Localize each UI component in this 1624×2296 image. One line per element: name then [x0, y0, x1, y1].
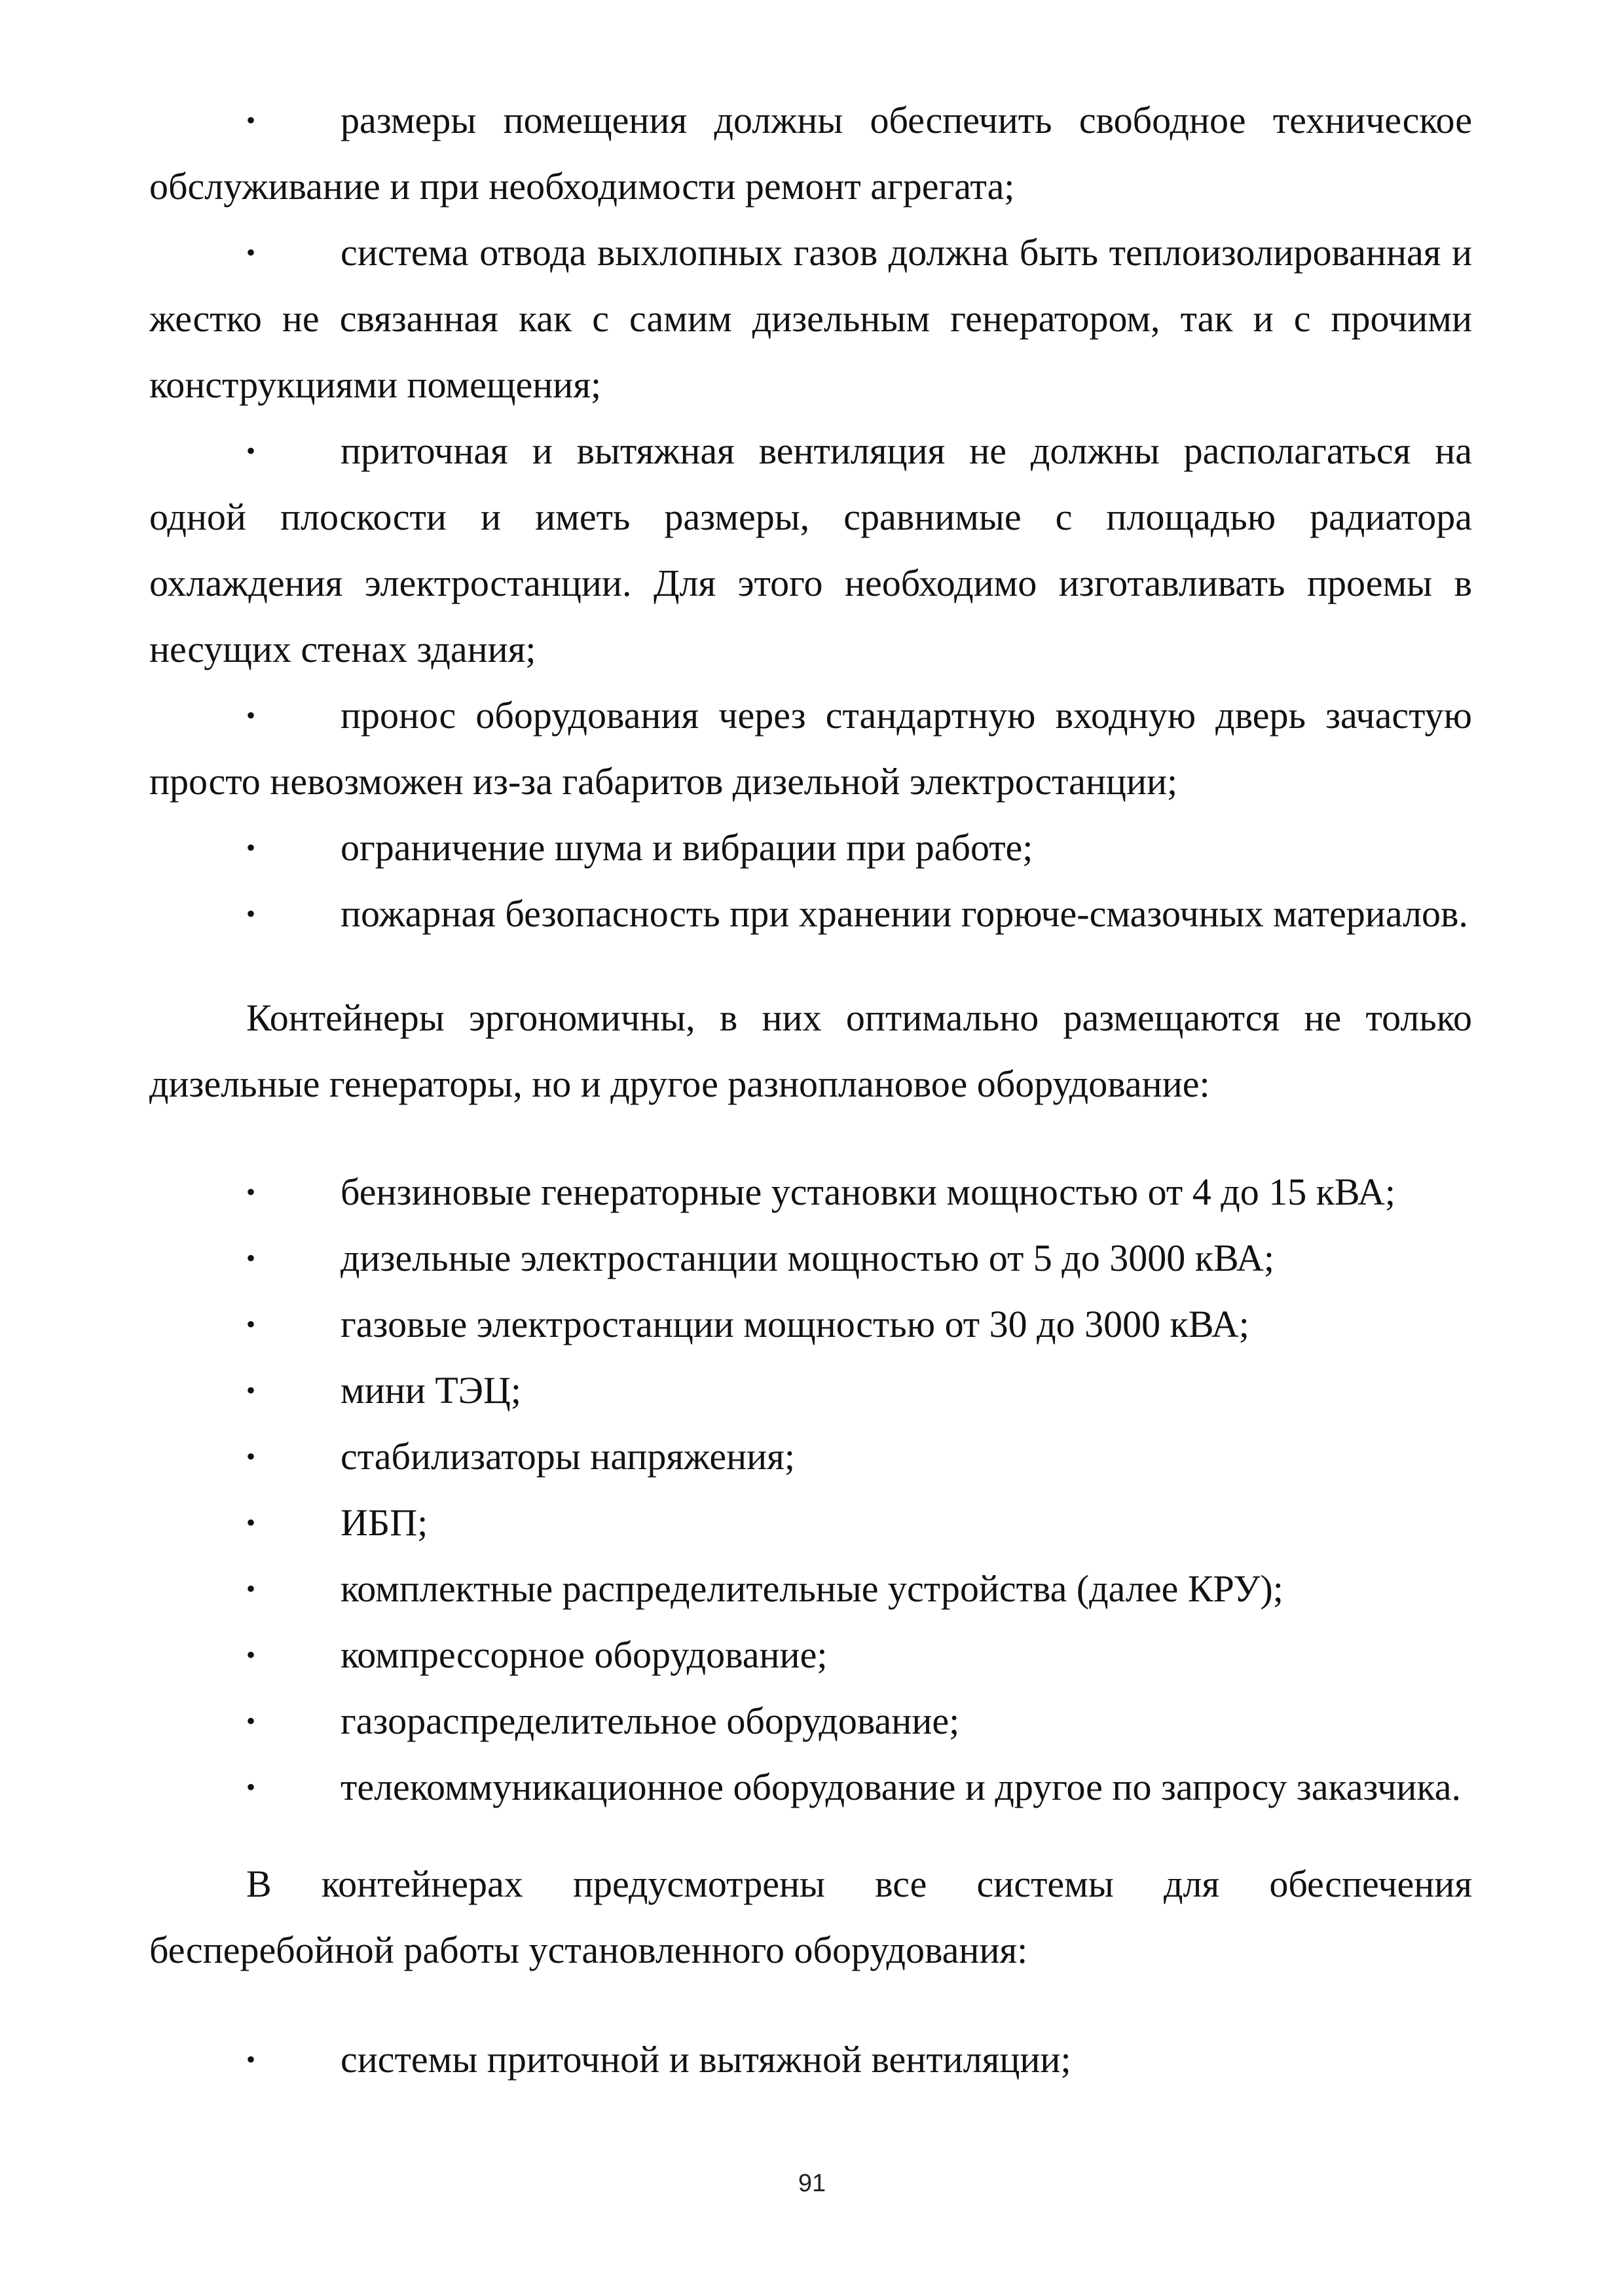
bullet-icon: •: [246, 1243, 256, 1273]
bullet-icon: •: [246, 701, 256, 730]
list-item-text: размеры помещения должны обеспечить свободное техническое обслуживание и при необходимости ремонт агрегата;: [149, 99, 1472, 208]
body-paragraph: Контейнеры эргономичны, в них оптимально размещаются не только дизельные генераторы, но и другое разноплановое оборудование:: [149, 996, 1472, 1105]
list-item: [149, 2026, 1472, 2092]
list-item-text: мини ТЭЦ;: [341, 1369, 522, 1412]
list-item: [149, 1291, 1472, 1357]
list-item-text: система отвода выхлопных газов должна быть теплоизолированная и жестко не связанная как с самим дизельным генератором, так и с прочими конструкциями помещения;: [149, 231, 1472, 406]
list-item: [149, 1159, 1472, 1225]
bullet-icon: •: [246, 1772, 256, 1802]
bullet-icon: •: [246, 2045, 256, 2074]
list-item: [149, 1357, 1472, 1423]
list-item: [149, 881, 1472, 947]
bullet-icon: •: [246, 238, 256, 267]
list-item: [149, 1754, 1472, 1820]
bullet-icon: •: [246, 1574, 256, 1603]
list-item-text: телекоммуникационное оборудование и другое по запросу заказчика.: [341, 1766, 1461, 1808]
bullet-icon: •: [246, 1376, 256, 1405]
bullet-icon: •: [246, 1442, 256, 1471]
bullet-icon: •: [246, 1309, 256, 1339]
list-item: [149, 1556, 1472, 1622]
paragraph-2-block: [149, 1851, 1472, 1983]
list-item-text: стабилизаторы напряжения;: [341, 1435, 795, 1478]
bullet-icon: •: [246, 1640, 256, 1669]
list-item-text: газовые электростанции мощностью от 30 до 3000 кВА;: [341, 1303, 1249, 1345]
list-item-text: системы приточной и вытяжной вентиляции;: [341, 2038, 1071, 2081]
list-item: [149, 1622, 1472, 1688]
body-paragraph: В контейнерах предусмотрены все системы для обеспечения бесперебойной работы установленного оборудования:: [149, 1863, 1472, 1971]
list-3-block: [149, 2026, 1472, 2092]
bullet-icon: •: [246, 436, 256, 465]
list-item: [149, 219, 1472, 418]
list-item-text: бензиновые генераторные установки мощностью от 4 до 15 кВА;: [341, 1171, 1395, 1213]
bullet-icon: •: [246, 1177, 256, 1207]
list-item: [149, 814, 1472, 881]
bullet-icon: •: [246, 1508, 256, 1537]
list-item-text: пожарная безопасность при хранении горюче-смазочных материалов.: [341, 892, 1468, 935]
list-item-text: пронос оборудования через стандартную входную дверь зачастую просто невозможен из-за габаритов дизельной электростанции;: [149, 694, 1472, 803]
list-item: [149, 1423, 1472, 1489]
list-1-block: [149, 87, 1472, 947]
bullet-icon: •: [246, 899, 256, 928]
page-number: 91: [798, 2170, 826, 2197]
list-item-text: компрессорное оборудование;: [341, 1633, 828, 1676]
list-item-text: приточная и вытяжная вентиляция не должны располагаться на одной плоскости и иметь размеры, сравнимые с площадью радиатора охлаждения электростанции. Для этого необходимо изготавливать проемы в несущих стенах здания;: [149, 429, 1472, 670]
bullet-icon: •: [246, 105, 256, 135]
bulleted-list-3: [149, 2026, 1472, 2092]
list-2-block: [149, 1159, 1472, 1820]
paragraph-1-block: [149, 985, 1472, 1117]
list-item: [149, 1489, 1472, 1556]
list-item-text: дизельные электростанции мощностью от 5 до 3000 кВА;: [341, 1237, 1275, 1279]
list-item: [149, 1225, 1472, 1291]
list-item-text: газораспределительное оборудование;: [341, 1700, 960, 1742]
list-item: [149, 418, 1472, 682]
bulleted-list-2: [149, 1159, 1472, 1820]
list-item-text: комплектные распределительные устройства (далее КРУ);: [341, 1567, 1283, 1610]
list-item: [149, 682, 1472, 814]
list-item: [149, 1688, 1472, 1754]
bulleted-list-1: [149, 87, 1472, 947]
list-item-text: ИБП;: [341, 1501, 428, 1544]
list-item: [149, 87, 1472, 219]
bullet-icon: •: [246, 1706, 256, 1736]
list-item-text: ограничение шума и вибрации при работе;: [341, 826, 1033, 869]
bullet-icon: •: [246, 833, 256, 862]
